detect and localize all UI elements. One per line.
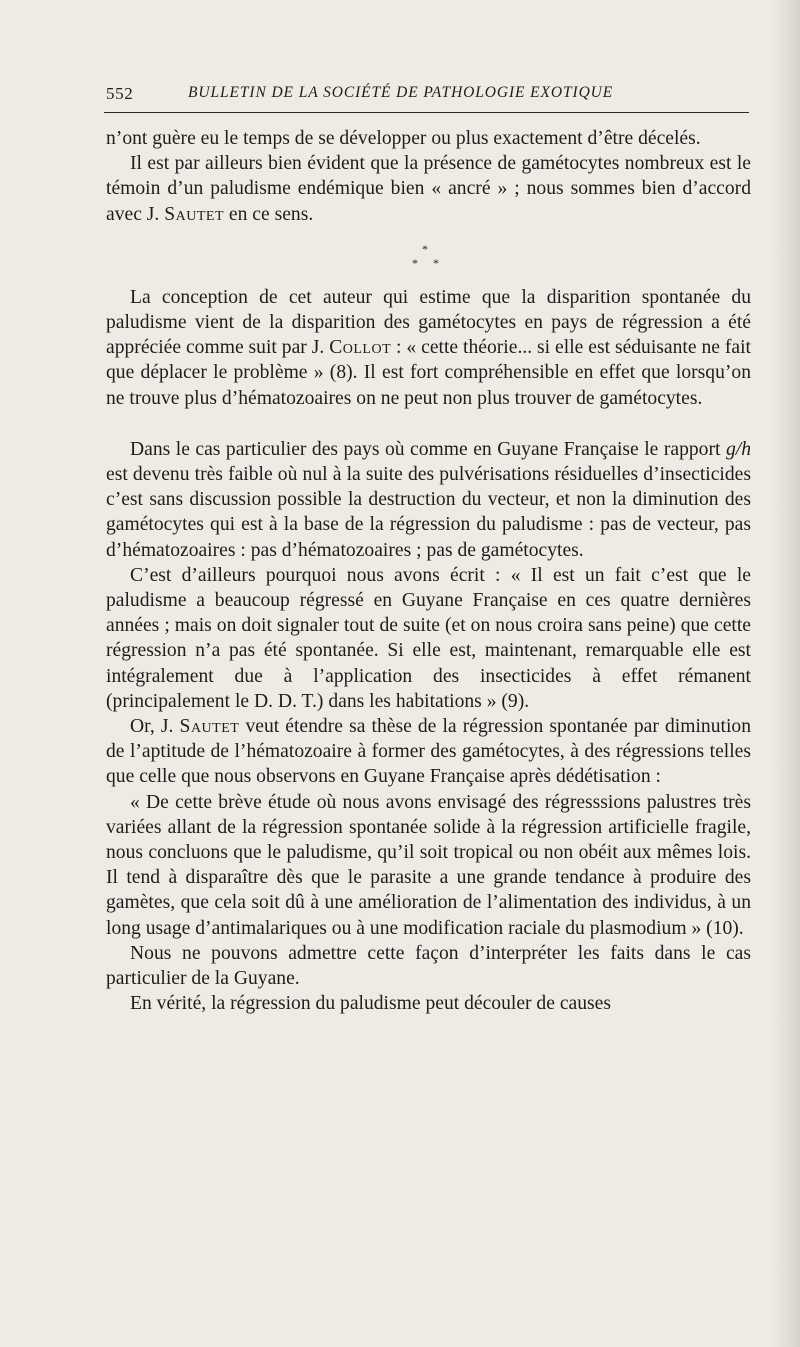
running-title: BULLETIN DE LA SOCIÉTÉ DE PATHOLOGIE EXOTIQUE [188,84,614,101]
paragraph-4-text-b: est devenu très faible où nul à la suite des pulvérisations résiduelles d’insecticides c’est sans discussion possible la destruction du vecteur, et non la diminution des gamétocytes qui est à la base de la régression du paludisme : pas de vecteur, pas d’hématozoaires : pas d’hématozoaires ; pas de gamétocytes. [106,464,751,561]
paragraph-gap [106,411,751,437]
article-body [106,126,751,1017]
paragraph-1-text: n’ont guère eu le temps de se développer ou plus exactement d’être décelés. [106,128,701,149]
paragraph-7-quote [106,790,751,941]
paragraph-3 [106,285,751,411]
header-rule [104,112,749,113]
paragraph-1 [106,126,751,151]
paragraph-6-text-a: Or, J. [130,716,180,738]
paragraph-5 [106,563,751,714]
paragraph-3-text-a: La conception de cet auteur qui estime que la disparition spontanée du paludisme vient de la disparition des gamétocytes en pays de régression a été appréciée comme suit par J. [106,286,751,359]
paragraph-6-text-b: veut étendre sa thèse de la régression spontanée par diminution de l’aptitude de l’hématozoaire à former des gamétocytes, à des régressions telles que celle que nous observons en Guyane Française après dédétisation : [106,716,751,788]
page-header [106,84,748,106]
ratio-g-h: g/h [725,438,751,460]
paragraph-4-text-a: Dans le cas particulier des pays où comme en Guyane Française le rapport [130,438,726,460]
paragraph-6 [106,714,751,790]
paragraph-7-text: « De cette brève étude où nous avons envisagé des régresssions palustres très variées allant de la régression spontanée solide à la régression artificielle fragile, nous concluons que le paludisme, qu’il soit tropical ou non obéit aux mêmes lois. Il tend à disparaître dès que le parasite a une grande tendance à produire des gamètes, que cela soit dû à une amélioration de l’alimentation des individus, à un long usage d’antimalariques ou à une modification raciale du plasmodium » (10). [106,791,751,939]
author-name: Sautet [164,203,224,225]
paragraph-2-text-a: Il est par ailleurs bien évident que la présence de gamétocytes nombreux est le témoin d’un paludisme endémique bien « ancré » ; nous sommes bien d’accord avec J. [106,153,751,225]
paragraph-8 [106,941,751,991]
paragraph-4 [106,437,751,563]
paragraph-8-text: Nous ne pouvons admettre cette façon d’interpréter les faits dans le cas particulier de la Guyane. [106,942,751,990]
paragraph-5-text: C’est d’ailleurs pourquoi nous avons écrit : « Il est un fait c’est que le paludisme a beaucoup régressé en Guyane Française en ces quatre dernières années ; mais on doit signaler tout de suite (et on nous croira sans peine) que cette régression n’a pas été spontanée. Si elle est, maintenant, remarquable elle est intégralement due à l’application des insecticides à effet rémanent (principalement le D. D. T.) dans les habitations » (9). [106,564,751,712]
paragraph-9 [106,991,751,1016]
page-number: 552 [106,84,134,103]
author-name: Collot [329,337,392,359]
paragraph-2-text-b: en ce sens. [224,203,314,225]
author-name: Sautet [179,716,240,738]
asterism-bottom: * * [412,255,445,270]
paragraph-2 [106,151,751,227]
asterism-top: * [422,241,428,256]
section-separator [106,227,751,285]
paragraph-3-text-b: : « cette théorie... si elle est séduisante ne fait que déplacer le problème » (8). Il est fort compréhensible en effet que lorsqu’on ne trouve plus d’hématozoaires on ne peut non plus trouver de gamétocytes. [106,337,752,409]
paragraph-9-text: En vérité, la régression du paludisme peut découler de causes [130,993,611,1015]
